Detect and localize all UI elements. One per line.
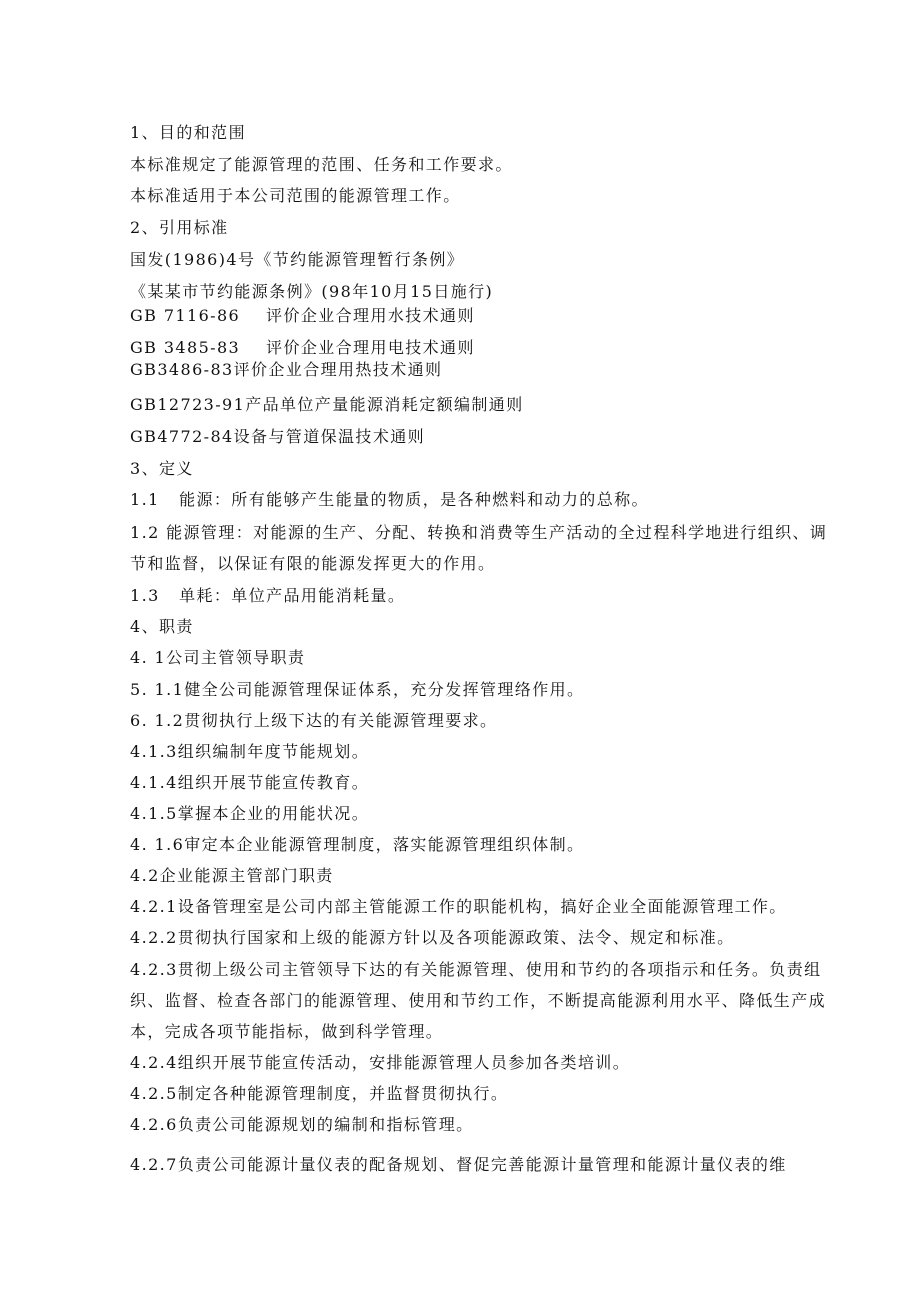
list-item: 4.1.4组织开展节能宣传教育。 bbox=[130, 773, 370, 792]
list-item: 4.2.4组织开展节能宣传活动，安排能源管理人员参加各类培训。 bbox=[130, 1053, 631, 1072]
list-item: 4.2.2贯彻执行国家和上级的能源方针以及各项能源政策、法令、规定和标准。 bbox=[130, 928, 735, 947]
reference-item: 《某某市节约能源条例》(98年10月15日施行) bbox=[130, 282, 494, 301]
list-item: 4.2.1设备管理室是公司内部主管能源工作的职能机构，搞好企业全面能源管理工作。 bbox=[130, 897, 787, 916]
definition-item: 1.2 能源管理：对能源的生产、分配、转换和消费等生产活动的全过程科学地进行组织、调节和监督，以保证有限的能源发挥更大的作用。 bbox=[130, 523, 828, 573]
paragraph: 本标准适用于本公司范围的能源管理工作。 bbox=[130, 186, 461, 205]
section-heading-references: 2、引用标准 bbox=[130, 218, 229, 237]
definition-item: 1.3 单耗：单位产品用能消耗量。 bbox=[130, 586, 406, 605]
paragraph: 本标准规定了能源管理的范围、任务和工作要求。 bbox=[130, 155, 513, 174]
list-item: 6. 1.2贯彻执行上级下达的有关能源管理要求。 bbox=[130, 711, 498, 730]
subsection-heading: 4. 1公司主管领导职责 bbox=[130, 648, 306, 667]
list-item: 4.2.3贯彻上级公司主管领导下达的有关能源管理、使用和节约的各项指示和任务。负责组织、监督、检查各部门的能源管理、使用和节约工作，不断提高能源利用水平、降低生产成本，完成各项节能指标，做到科学管理。 bbox=[130, 960, 827, 1041]
list-item: 5. 1.1健全公司能源管理保证体系，充分发挥管理络作用。 bbox=[130, 680, 585, 699]
section-heading-definitions: 3、定义 bbox=[130, 459, 194, 478]
reference-item: GB 3485-83 评价企业合理用电技术通则 bbox=[130, 338, 475, 357]
reference-item: GB4772-84设备与管道保温技术通则 bbox=[130, 427, 426, 446]
reference-item: GB 7116-86 评价企业合理用水技术通则 bbox=[130, 306, 475, 325]
list-item: 4.2.5制定各种能源管理制度，并监督贯彻执行。 bbox=[130, 1084, 509, 1103]
list-item: 4.2.6负责公司能源规划的编制和指标管理。 bbox=[130, 1115, 474, 1134]
section-heading-responsibilities: 4、职责 bbox=[130, 617, 194, 636]
list-item: 4.1.3组织编制年度节能规划。 bbox=[130, 742, 370, 761]
reference-item: GB12723-91产品单位产量能源消耗定额编制通则 bbox=[130, 395, 524, 414]
subsection-heading: 4.2企业能源主管部门职责 bbox=[130, 866, 334, 885]
list-item: 4.2.7负责公司能源计量仪表的配备规划、督促完善能源计量管理和能源计量仪表的维 bbox=[130, 1155, 787, 1174]
definition-item: 1.1 能源：所有能够产生能量的物质，是各种燃料和动力的总称。 bbox=[130, 490, 649, 509]
list-item: 4. 1.6审定本企业能源管理制度，落实能源管理组织体制。 bbox=[130, 835, 585, 854]
list-item: 4.1.5掌握本企业的用能状况。 bbox=[130, 804, 370, 823]
reference-item: 国发(1986)4号《节约能源管理暂行条例》 bbox=[130, 250, 465, 269]
section-heading-purpose: 1、目的和范围 bbox=[130, 123, 246, 142]
reference-item: GB3486-83评价企业合理用热技术通则 bbox=[130, 360, 443, 379]
